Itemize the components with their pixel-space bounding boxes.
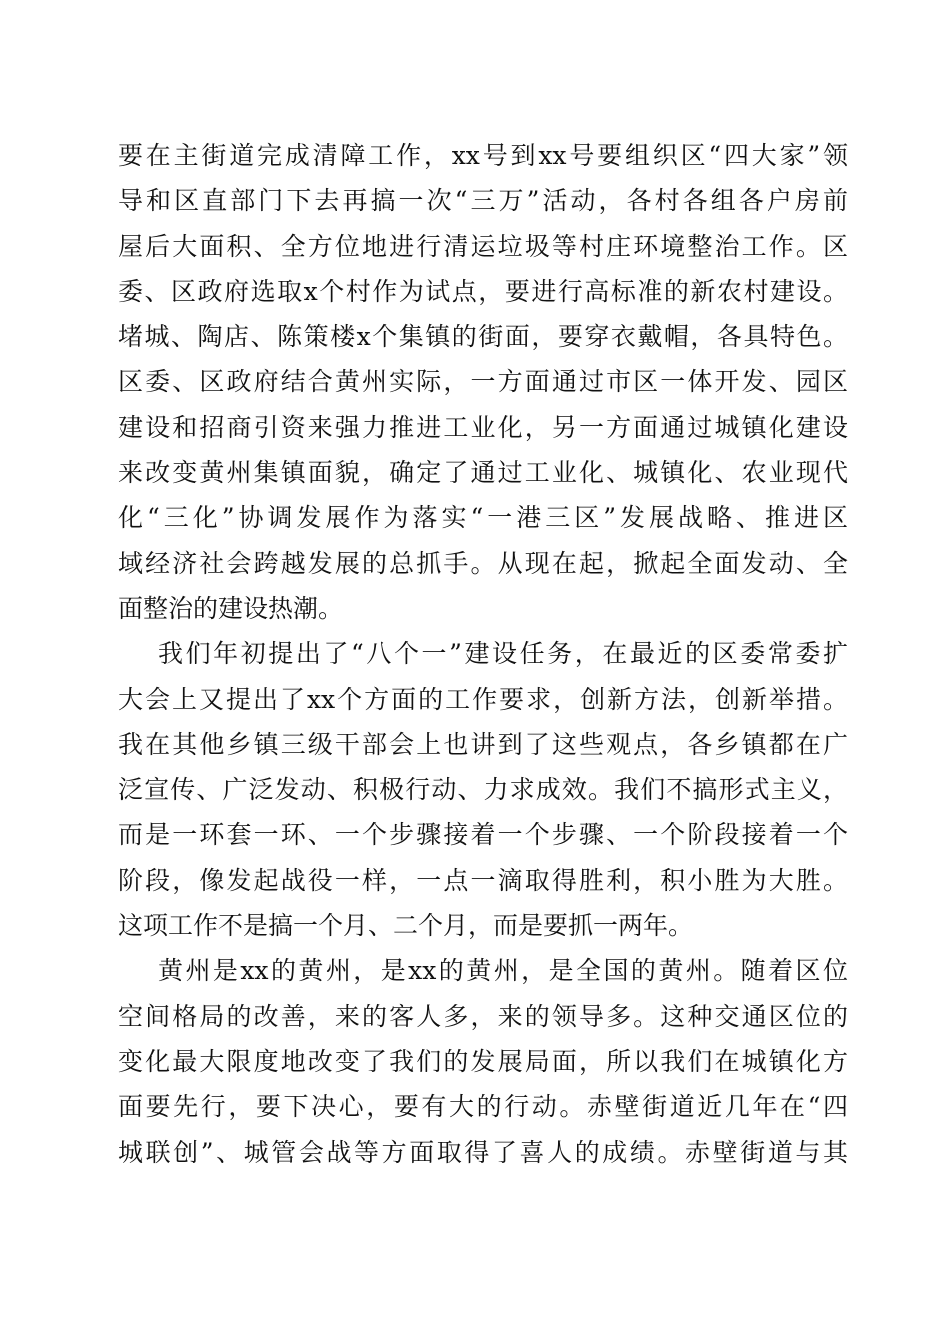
text-line: 我在其他乡镇三级干部会上也讲到了这些观点，各乡镇都在广 [118,729,848,759]
paragraph-last-line: 这项工作不是搞一个月、二个月，而是要抓一两年。 [118,911,694,941]
paragraph-first-line: 黄州是xx的黄州，是xx的黄州，是全国的黄州。随着区位 [158,956,848,986]
text-line: 空间格局的改善，来的客人多，来的领导多。这种交通区位的 [118,1001,848,1031]
text-line: 屋后大面积、全方位地进行清运垃圾等村庄环境整治工作。区 [118,231,848,261]
text-line: 泛宣传、广泛发动、积极行动、力求成效。我们不搞形式主义， [118,775,848,805]
text-line: 区委、区政府结合黄州实际，一方面通过市区一体开发、园区 [118,367,848,397]
text-line: 要在主街道完成清障工作，xx号到xx号要组织区“四大家”领 [118,141,848,170]
text-line: 阶段，像发起战役一样，一点一滴取得胜利，积小胜为大胜。 [118,865,848,895]
text-line: 大会上又提出了xx个方面的工作要求，创新方法，创新举措。 [118,684,848,714]
text-line: 而是一环套一环、一个步骤接着一个步骤、一个阶段接着一个 [118,820,848,850]
text-line: 委、区政府选取x个村作为试点，要进行高标准的新农村建设。 [118,276,848,306]
paragraph-last-line: 面整治的建设热潮。 [118,593,344,623]
text-line: 面要先行，要下决心，要有大的行动。赤壁街道近几年在“四 [118,1092,848,1122]
text-line: 来改变黄州集镇面貌，确定了通过工业化、城镇化、农业现代 [118,458,848,488]
text-line: 化“三化”协调发展作为落实“一港三区”发展战略、推进区 [118,503,848,533]
text-line: 变化最大限度地改变了我们的发展局面，所以我们在城镇化方 [118,1046,848,1076]
body-text [118,133,848,1175]
text-line: 导和区直部门下去再搞一次“三万”活动，各村各组各户房前 [118,186,848,216]
text-line: 域经济社会跨越发展的总抓手。从现在起，掀起全面发动、全 [118,548,848,578]
text-line: 建设和招商引资来强力推进工业化，另一方面通过城镇化建设 [118,412,848,442]
text-line: 城联创”、城管会战等方面取得了喜人的成绩。赤壁街道与其 [118,1137,848,1167]
text-line: 堵城、陶店、陈策楼x个集镇的街面，要穿衣戴帽，各具特色。 [118,322,848,352]
paragraph-first-line: 我们年初提出了“八个一”建设任务，在最近的区委常委扩 [158,639,848,669]
